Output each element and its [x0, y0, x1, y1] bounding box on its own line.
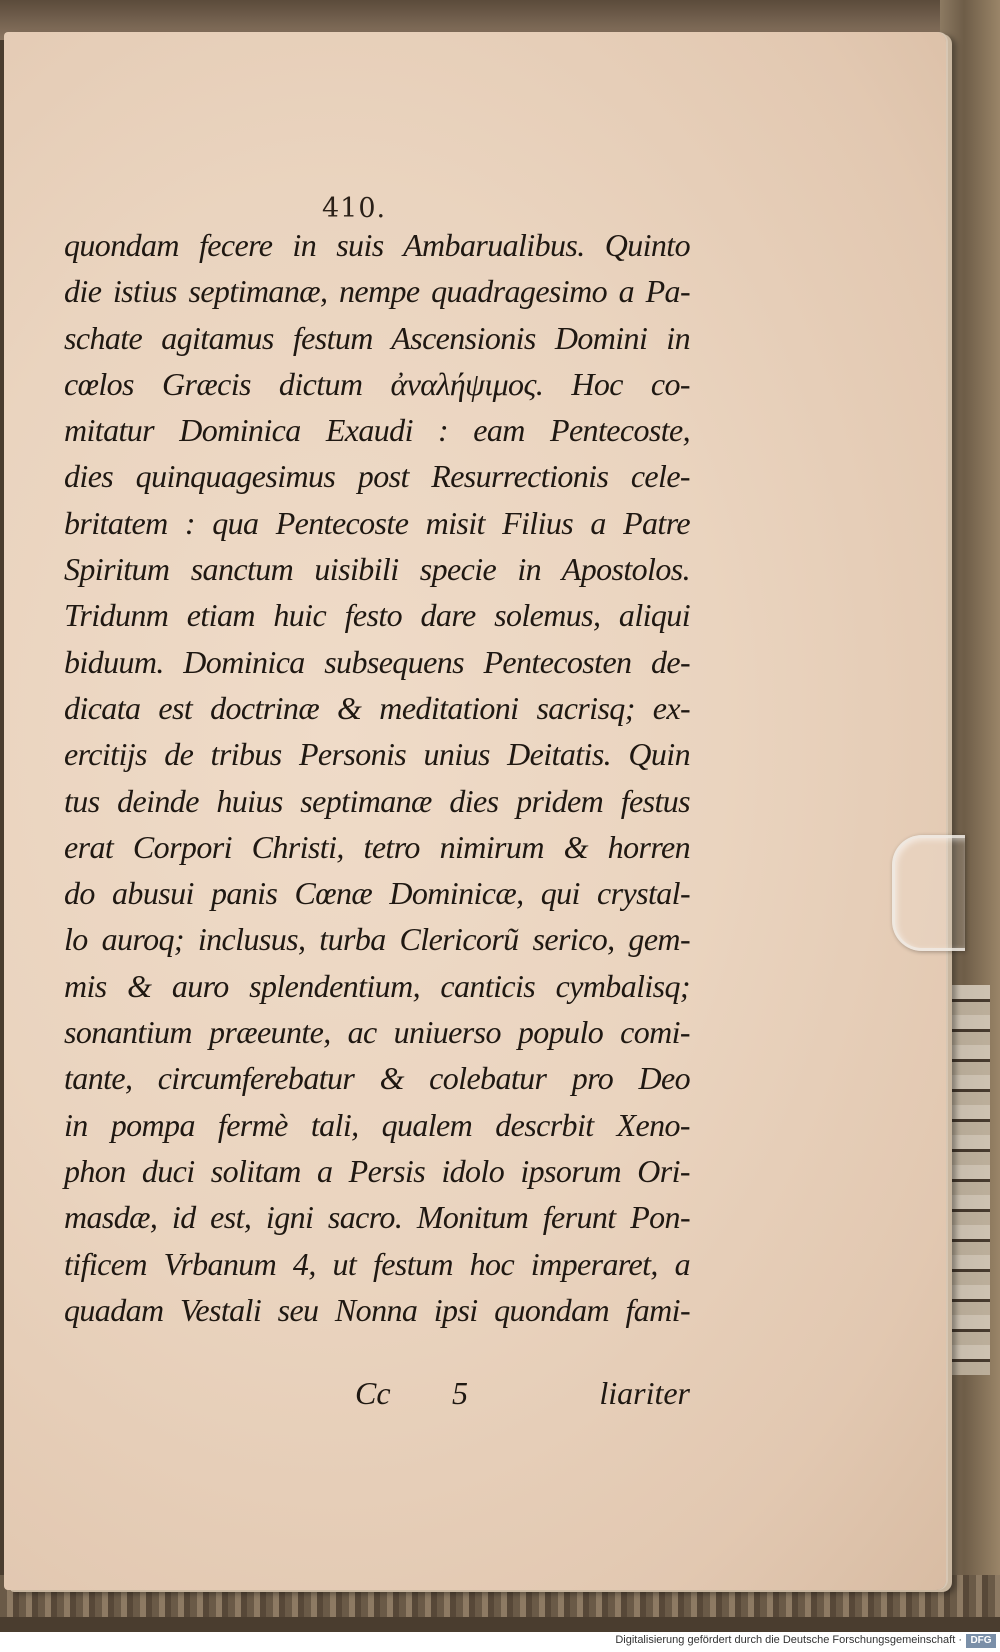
- text-line: dies quinquagesimus post Resurrectionis cele-: [64, 458, 690, 495]
- text-line: cœlos Græcis dictum ἀναλήψιμος. Hoc co-: [64, 365, 690, 402]
- adjacent-pages: [950, 985, 990, 1375]
- text-line: masdæ, id est, igni sacro. Monitum ferunt Pon-: [64, 1199, 690, 1236]
- text-line: mis & auro splendentium, canticis cymbalisq;: [64, 967, 690, 1004]
- text-line: die istius septimanæ, nempe quadragesimo a Pa-: [64, 273, 690, 310]
- paper-clip: [892, 835, 965, 951]
- signature-number: 5: [452, 1375, 468, 1411]
- text-line: erat Corpori Christi, tetro nimirum & horren: [64, 828, 690, 865]
- funding-credit: Digitalisierung gefördert durch die Deutsche Forschungsgemeinschaft ·: [615, 1634, 962, 1646]
- text-line: tificem Vrbanum 4, ut festum hoc imperaret, a: [64, 1245, 690, 1282]
- text-line: tus deinde huius septimanæ dies pridem festus: [64, 782, 690, 819]
- text-line: schate agitamus festum Ascensionis Domini in: [64, 319, 690, 356]
- text-line: ercitijs de tribus Personis unius Deitatis. Quin: [64, 736, 690, 773]
- text-line: Spiritum sanctum uisibili specie in Apostolos.: [64, 551, 690, 588]
- body-text: [64, 222, 690, 1333]
- signature-line: [355, 1370, 690, 1416]
- text-line: dicata est doctrinæ & meditationi sacrisq; ex-: [64, 689, 690, 726]
- page-number: 410.: [322, 193, 387, 224]
- dfg-logo: DFG: [966, 1634, 996, 1648]
- text-line: mitatur Dominica Exaudi : eam Pentecoste,: [64, 412, 690, 449]
- signature-mark: Cc: [355, 1375, 391, 1411]
- text-line: tante, circumferebatur & colebatur pro Deo: [64, 1060, 690, 1097]
- text-line: biduum. Dominica subsequens Pentecosten de-: [64, 643, 690, 680]
- text-line: sonantium præeunte, ac uniuerso populo comi-: [64, 1014, 690, 1051]
- text-line: do abusui panis Cœnæ Dominicæ, qui crystal-: [64, 875, 690, 912]
- text-line: in pompa fermè tali, qualem descrbit Xeno-: [64, 1106, 690, 1143]
- catchword: liariter: [599, 1375, 690, 1411]
- text-line: quadam Vestali seu Nonna ipsi quondam fami-: [64, 1291, 690, 1328]
- text-line: Tridunm etiam huic festo dare solemus, aliqui: [64, 597, 690, 634]
- text-line: britatem : qua Pentecoste misit Filius a Patre: [64, 504, 690, 541]
- text-line: quondam fecere in suis Ambarualibus. Quinto: [64, 227, 690, 263]
- text-line: lo auroq; inclusus, turba Clericorũ serico, gem-: [64, 921, 690, 958]
- text-line: phon duci solitam a Persis idolo ipsorum Ori-: [64, 1152, 690, 1189]
